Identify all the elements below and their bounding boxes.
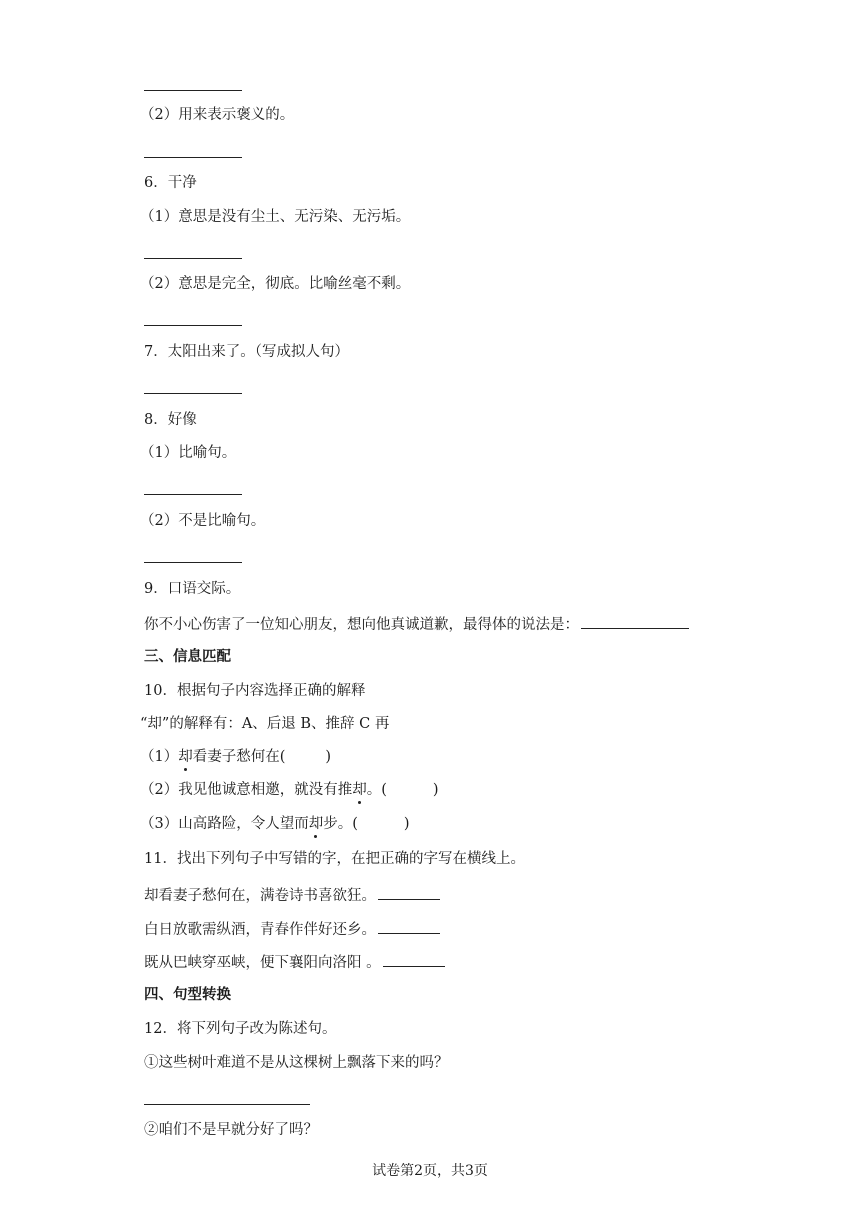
q10-sub3-prefix: （3）山高路险，令人望而 [140,816,309,832]
answer-line[interactable] [144,157,242,158]
q10-sub1-prefix: （1） [140,749,179,765]
section-3-heading: 三、信息匹配 [144,649,231,665]
q11-line-2 [144,919,440,939]
q8-sub2: （2）不是比喻句。 [140,513,266,529]
q6-title: 6．干净 [144,175,197,191]
q9-text: 你不小心伤害了一位知心朋友，想向他真诚道歉，最得体的说法是： [144,617,579,633]
answer-blank[interactable] [581,614,689,629]
q10-note: “却”的解释有：A、后退 B、推辞 C 再 [140,716,390,732]
close-paren: ) [325,749,332,765]
q10-sub3-text: 步。( [323,816,358,832]
q6-sub1: （1）意思是没有尘土、无污染、无污垢。 [140,209,411,225]
q10-sub2-emphasis: 却 [352,782,367,798]
close-paren: ) [403,816,410,832]
answer-blank[interactable] [383,952,445,967]
q11-line-1-text: 却看妻子愁何在，满卷诗书喜欲狂。 [144,888,376,904]
answer-line[interactable] [144,258,242,259]
answer-line[interactable] [144,90,242,91]
q12-sub2: ②咱们不是早就分好了吗？ [144,1122,318,1138]
q10-sub1 [140,748,331,766]
q12-sub1: ①这些树叶难道不是从这棵树上飘落下来的吗？ [144,1055,449,1071]
answer-line[interactable] [144,1104,310,1105]
q10-sub3-emphasis: 却 [308,816,324,832]
q9-title: 9．口语交际。 [144,581,241,597]
q11-title: 11．找出下列句子中写错的字，在把正确的字写在横线上。 [144,851,525,867]
q11-line-3-text: 既从巴峡穿巫峡，便下襄阳向洛阳 。 [144,955,381,971]
q12-title: 12．将下列句子改为陈述句。 [144,1021,337,1037]
q10-title: 10．根据句子内容选择正确的解释 [144,683,366,699]
q10-sub1-text: 看妻子愁何在( [192,749,286,765]
q10-sub2-prefix: （2）我见他诚意相邀，就没有推 [140,782,353,798]
q11-line-1 [144,885,440,905]
answer-line[interactable] [144,325,242,326]
q6-sub2: （2）意思是完全，彻底。比喻丝毫不剩。 [140,276,411,292]
q5-sub2: （2）用来表示褒义的。 [140,107,295,123]
q10-sub3 [140,815,410,833]
page-footer: 试卷第2页，共3页 [372,1163,488,1179]
q7-title: 7．太阳出来了。（写成拟人句） [144,344,349,360]
q10-sub1-emphasis: 却 [178,749,193,765]
q11-line-3 [144,952,445,972]
q11-line-2-text: 白日放歌需纵酒，青春作伴好还乡。 [144,922,376,938]
q10-sub2 [140,781,439,799]
close-paren: ) [432,782,439,798]
answer-blank[interactable] [378,919,440,934]
answer-line[interactable] [144,494,242,495]
answer-line[interactable] [144,393,242,394]
q9-line [144,614,689,634]
answer-line[interactable] [144,562,242,563]
q8-sub1: （1）比喻句。 [140,445,237,461]
q8-title: 8．好像 [144,412,197,428]
answer-blank[interactable] [378,885,440,900]
q10-sub2-text: 。( [366,782,387,798]
section-4-heading: 四、句型转换 [144,987,231,1003]
